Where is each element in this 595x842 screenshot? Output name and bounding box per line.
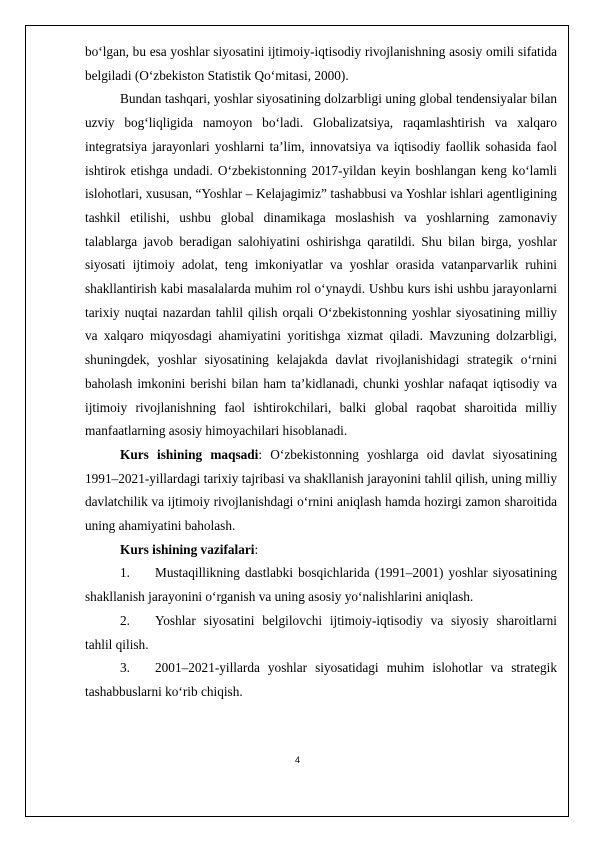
page-number: 4 [294,755,300,765]
task-number: 2. [120,612,130,628]
task-item [85,561,557,608]
objective-text: : O‘zbekistonning yoshlarga oid davlat siyosatining 1991–2021-yillardagi tarixiy tajribasi va shakllanish jarayonini tahlil qilish, uning milliy davlatchilik va ijtimoiy rivojlanishdagi o‘rnini aniqlash hamda hozirgi zamon sharoitida uning ahamiyatini baholash. [85,446,557,534]
tasks-label: Kurs ishining vazifalari [120,541,255,557]
objective-label: Kurs ishining maqsadi [120,446,259,462]
task-text: Yoshlar siyosatini belgilovchi ijtimoiy-iqtisodiy va siyosiy sharoitlarni tahlil qilish. [85,612,557,652]
task-text: 2001–2021-yillarda yoshlar siyosatidagi muhim islohotlar va strategik tashabbuslarni ko‘rib chiqish. [85,660,557,699]
tasks-colon: : [254,541,259,557]
task-item [85,656,557,703]
paragraph-intro-continuation: bo‘lgan, bu esa yoshlar siyosatini ijtimoiy-iqtisodiy rivojlanishning asosiy omili sifatida belgiladi (O‘zbekiston Statistik Qo‘mitasi, 2000). [85,44,557,83]
paragraph-relevance: Bundan tashqari, yoshlar siyosatining dolzarbligi uning global tendensiyalar bilan uzviy bog‘liqligida namoyon bo‘ladi. Globalizatsiya, raqamlashtirish va xalqaro integratsiya jarayonlari yoshlarni ta’lim, innovatsiya va iqtisodiy faollik sohasida faol ishtirok etishga undadi. O‘zbekistonning 2017-yildan keyin boshlangan keng ko‘lamli islohotlari, xususan, “Yoshlar – Kelajagimiz” tashabbusi va Yoshlar ishlari agentligining tashkil etilishi, ushbu global dinamikaga moslashish va yoshlarning zamonaviy talablarga javob beradigan salohiyatini oshirishga qaratildi. Shu bilan birga, yoshlar siyosati ijtimoiy adolat, teng imkoniyatlar va yoshlar orasida vatanparvarlik ruhini shakllantirish kabi masalalarda muhim rol o‘ynaydi. Ushbu kurs ishi ushbu jarayonlarni tarixiy nuqtai nazardan tahlil qilish orqali O‘zbekistonning yoshlar siyosatining milliy va xalqaro miqyosdagi ahamiyatini yoritishga xizmat qiladi. Mavzuning dolzarbligi, shuningdek, yoshlar siyosatining kelajakda davlat rivojlanishidagi strategik o‘rnini baholash imkonini berishi bilan ham ta’kidlanadi, chunki yoshlar nafaqat iqtisodiy va ijtimoiy rivojlanishning faol ishtirokchilari, balki global raqobat sharoitida milliy manfaatlarning asosiy himoyachilari hisoblanadi. [85,91,557,439]
task-number: 1. [120,565,130,581]
task-item [85,609,557,656]
paragraph-objective [85,443,557,538]
task-text: Mustaqillikning dastlabki bosqichlarida (1991–2001) yoshlar siyosatining shakllanish jarayonini o‘rganish va uning asosiy yo‘nalishlarini aniqlash. [85,565,557,605]
task-number: 3. [120,660,130,676]
paragraph-tasks-heading [85,538,557,562]
document-body [85,40,557,704]
